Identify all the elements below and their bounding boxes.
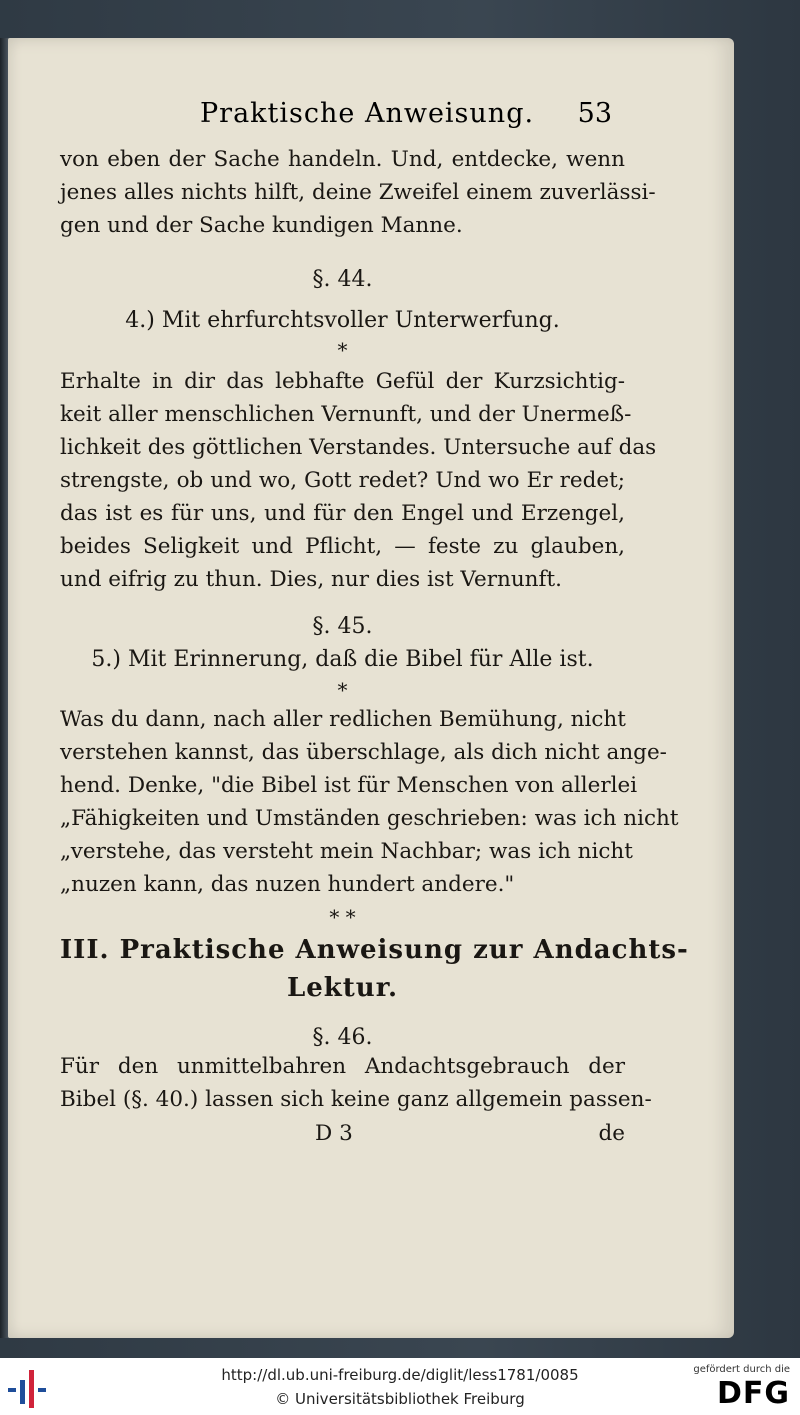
- text-line: „nuzen kann, das nuzen hundert andere.": [60, 872, 515, 897]
- section-number-45: §. 45.: [312, 614, 373, 639]
- text-line: das ist es für uns, und für den Engel und Erzengel,: [60, 501, 625, 526]
- section-star-45: *: [337, 678, 348, 702]
- text-line: „Fähigkeiten und Umständen geschrieben: was ich nicht: [60, 806, 679, 831]
- text-line: „verstehe, das versteht mein Nachbar; was ich nicht: [60, 839, 633, 864]
- viewer-footer: [0, 1358, 800, 1415]
- section-title-44: 4.) Mit ehrfurchtsvoller Unterwerfung.: [125, 308, 560, 333]
- text-line: beides Seligkeit und Pflicht, — feste zu glauben,: [60, 534, 625, 559]
- page-number: 53: [577, 98, 612, 129]
- copyright-notice: © Universitätsbibliothek Freiburg: [275, 1390, 525, 1408]
- part-heading-line2: Lektur.: [286, 973, 399, 1003]
- funding-note: gefördert durch die: [693, 1364, 790, 1375]
- text-line: verstehen kannst, das überschlage, als dich nicht ange-: [60, 740, 667, 765]
- text-line: jenes alles nichts hilft, deine Zweifel einem zuverlässi-: [60, 180, 656, 205]
- text-line: von eben der Sache handeln. Und, entdecke, wenn: [60, 147, 625, 172]
- text-line: Bibel (§. 40.) lassen sich keine ganz allgemein passen-: [60, 1087, 652, 1112]
- section-number-44: §. 44.: [312, 267, 373, 292]
- section-title-45: 5.) Mit Erinnerung, daß die Bibel für Alle ist.: [91, 647, 594, 672]
- dfg-logo[interactable]: DFG: [716, 1376, 790, 1411]
- text-line: hend. Denke, "die Bibel ist für Menschen von allerlei: [60, 773, 638, 798]
- part-heading-line1: III. Praktische Anweisung zur Andachts-: [60, 935, 689, 965]
- signature-mark: D 3: [315, 1121, 353, 1146]
- text-line: Was du dann, nach aller redlichen Bemühung, nicht: [60, 707, 626, 732]
- section-star-44: *: [337, 338, 348, 362]
- text-line: und eifrig zu thun. Dies, nur dies ist Vernunft.: [60, 567, 562, 592]
- text-line: Erhalte in dir das lebhafte Gefül der Kurzsichtig-: [60, 369, 625, 394]
- section-number-46: §. 46.: [312, 1025, 373, 1050]
- text-line: strengste, ob und wo, Gott redet? Und wo Er redet;: [60, 468, 625, 493]
- text-line: keit aller menschlichen Vernunft, und der Unermeß-: [60, 402, 632, 427]
- separator-stars: * *: [329, 905, 356, 929]
- page-header: [200, 98, 620, 138]
- catchword: de: [598, 1121, 625, 1146]
- document-url[interactable]: http://dl.ub.uni-freiburg.de/diglit/less1781/0085: [221, 1366, 579, 1384]
- text-line: lichkeit des göttlichen Verstandes. Untersuche auf das: [60, 435, 657, 460]
- running-title: Praktische Anweisung.: [200, 98, 535, 129]
- text-line: gen und der Sache kundigen Manne.: [60, 213, 463, 238]
- text-line: Für den unmittelbahren Andachtsgebrauch der: [60, 1054, 625, 1079]
